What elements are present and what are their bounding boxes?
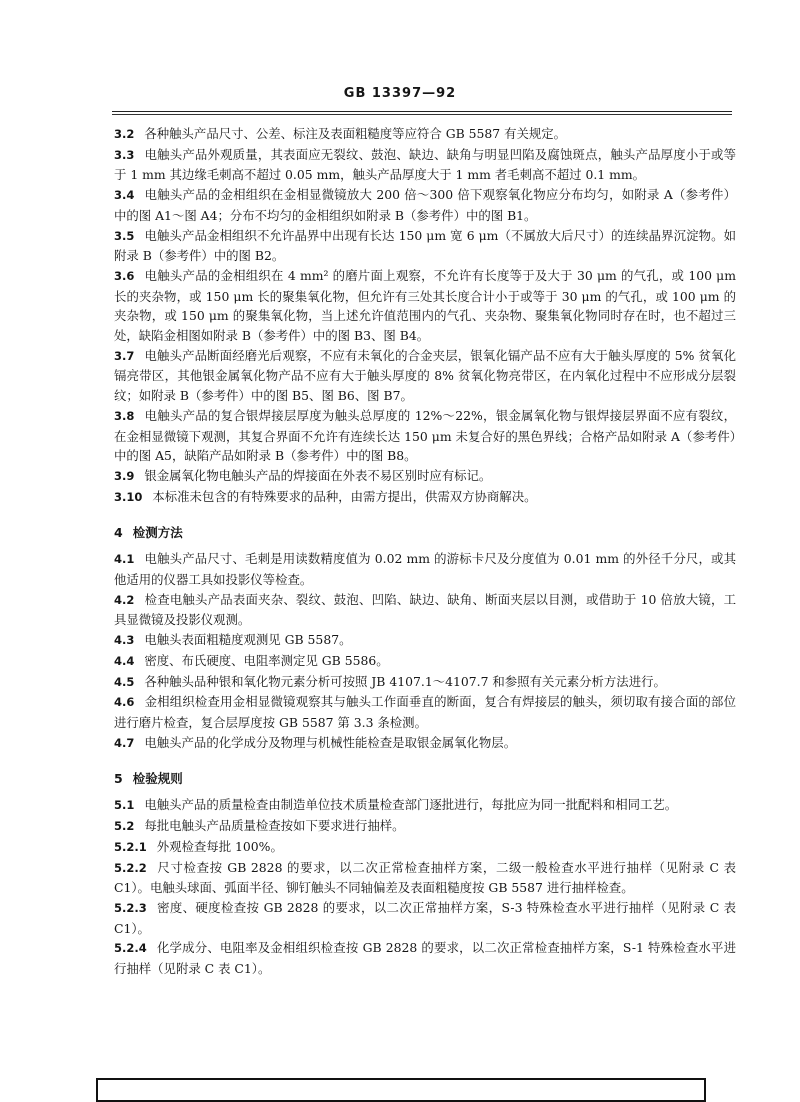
clause-text: 尺寸检查按 GB 2828 的要求，以二次正常检查抽样方案，二级一般检查水平进行抽样（见附录 C 表 C1）。电触头球面、弧面半径、铆钉触头不同轴偏差及表面粗糙度按 GB 5587 进行抽样检查。 [114, 859, 736, 896]
clause-number: 4.6 [114, 695, 135, 710]
clause-number: 4.1 [114, 552, 135, 567]
section-title: 检测方法 [132, 525, 183, 541]
clause-paragraph [114, 837, 736, 858]
clause-text: 电触头产品的化学成分及物理与机械性能检查是取银金属氧化物层。 [144, 734, 517, 750]
section-title: 检验规则 [132, 771, 183, 787]
clause-number: 4.2 [114, 592, 135, 607]
spacer [114, 979, 736, 985]
clause-number: 3.9 [114, 468, 135, 483]
clause-paragraph [114, 898, 736, 938]
header-rule-secondary [112, 114, 732, 115]
clause-paragraph [114, 145, 736, 185]
clause-number: 4.5 [114, 674, 135, 689]
clause-text: 密度、布氏硬度、电阻率测定见 GB 5586。 [144, 652, 389, 668]
clause-number: 5.2.3 [114, 900, 147, 915]
clause-text: 密度、硬度检查按 GB 2828 的要求，以二次正常抽样方案，S-3 特殊检查水平进行抽样（见附录 C 表 C1）。 [114, 899, 736, 936]
clause-number: 3.2 [114, 127, 135, 141]
clause-paragraph [114, 346, 736, 406]
clause-paragraph [114, 124, 736, 145]
clause-text: 本标准未包含的有特殊要求的品种，由需方提出，供需双方协商解决。 [152, 488, 537, 504]
clause-paragraph [114, 938, 736, 978]
section-heading [114, 769, 736, 787]
clause-text: 外观检查每批 100%。 [156, 838, 283, 854]
clause-paragraph [114, 733, 736, 754]
clause-number: 5.1 [114, 798, 135, 813]
clause-number: 3.7 [114, 348, 135, 363]
clause-number: 3.4 [114, 188, 135, 203]
clause-text: 金相组织检查用金相显微镜观察其与触头工作面垂直的断面，复合有焊接层的触头，须切取有接合面的部位进行磨片检查，复合层厚度按 GB 5587 第 3.3 条检测。 [114, 694, 736, 730]
clause-paragraph [114, 487, 736, 508]
clause-paragraph [114, 226, 736, 266]
spacer [114, 507, 736, 513]
clause-paragraph [114, 672, 736, 693]
clause-number: 4.3 [114, 633, 135, 648]
clause-paragraph [114, 692, 736, 732]
clause-text: 银金属氧化物电触头产品的焊接面在外表不易区别时应有标记。 [144, 467, 492, 483]
clause-paragraph [114, 549, 736, 589]
spacer [114, 753, 736, 759]
clause-text: 电触头产品断面经磨光后观察，不应有未氧化的合金夹层，银氧化镉产品不应有大于触头厚度的 5% 贫氧化镉亮带区，其他银金属氧化物产品不应有大于触头厚度的 8% 贫氧化物亮带区，在内氧化过程中不应形成分层裂纹；如附录 B（参考件）中的图 B5、图 B6、图 B7。 [114, 347, 736, 404]
section-number: 5 [114, 771, 123, 787]
clause-paragraph [114, 795, 736, 816]
standard-number-header: GB 13397—92 [343, 86, 457, 101]
clause-text: 各种触头产品尺寸、公差、标注及表面粗糙度等应符合 GB 5587 有关规定。 [144, 126, 567, 141]
clause-text: 化学成分、电阻率及金相组织检查按 GB 2828 的要求，以二次正常检查抽样方案，S-1 特殊检查水平进行抽样（见附录 C 表 C1）。 [114, 940, 736, 977]
clause-number: 3.6 [114, 268, 135, 283]
section-number: 4 [114, 525, 123, 541]
clause-paragraph [114, 858, 736, 898]
clause-number: 3.10 [114, 489, 143, 504]
clause-text: 检查电触头产品表面夹杂、裂纹、鼓泡、凹陷、缺边、缺角、断面夹层以目测，或借助于 10 倍放大镜，工具显微镜及投影仪观测。 [114, 591, 736, 628]
clause-text: 电触头产品外观质量，其表面应无裂纹、鼓泡、缺边、缺角与明显凹陷及腐蚀斑点，触头产品厚度小于或等于 1 mm 其边缘毛刺高不超过 0.05 mm，触头产品厚度大于 1 mm 者毛刺高不超过 0.1 mm。 [114, 146, 736, 183]
clause-text: 各种触头品种银和氧化物元素分析可按照 JB 4107.1～4107.7 和参照有关元素分析方法进行。 [144, 673, 666, 689]
clause-paragraph [114, 406, 736, 466]
clause-number: 5.2.4 [114, 941, 147, 956]
clause-text: 电触头产品尺寸、毛刺是用读数精度值为 0.02 mm 的游标卡尺及分度值为 0.01 mm 的外径千分尺，或其他适用的仪器工具如投影仪等检查。 [114, 551, 736, 588]
clause-text: 每批电触头产品质量检查按如下要求进行抽样。 [144, 818, 405, 834]
section-heading [114, 523, 736, 541]
clause-number: 3.3 [114, 147, 135, 162]
header-rule [112, 111, 732, 112]
clause-text: 电触头产品的复合银焊接层厚度为触头总厚度的 12%～22%，银金属氧化物与银焊接层界面不应有裂纹，在金相显微镜下观测，其复合界面不允许有连续长达 150 μm 未复合好的黑色界线；合格产品如附录 A（参考件）中的图 A5，缺陷产品如附录 B（参考件）中的图 B8。 [114, 407, 736, 464]
clause-number: 4.7 [114, 735, 135, 750]
clause-number: 3.8 [114, 408, 135, 423]
clause-number: 5.2.1 [114, 839, 147, 854]
document-body [114, 124, 736, 985]
clause-number: 5.2 [114, 819, 135, 834]
clause-text: 电触头产品金相组织不允许晶界中出现有长达 150 μm 宽 6 μm（不属放大后尺寸）的连续晶界沉淀物。如附录 B（参考件）中的图 B2。 [114, 227, 736, 264]
clause-paragraph [114, 651, 736, 672]
page-bottom-frame [96, 1078, 706, 1102]
clause-paragraph [114, 630, 736, 651]
clause-paragraph [114, 185, 736, 225]
clause-text: 电触头产品的金相组织在金相显微镜放大 200 倍～300 倍下观察氧化物应分布均匀，如附录 A（参考件）中的图 A1～图 A4；分布不均匀的金相组织如附录 B（参考件）中的图 B1。 [114, 187, 736, 223]
clause-text: 电触头表面粗糙度观测见 GB 5587。 [144, 632, 352, 648]
clause-paragraph [114, 266, 736, 346]
clause-paragraph [114, 590, 736, 630]
clause-number: 3.5 [114, 228, 135, 243]
clause-number: 5.2.2 [114, 860, 147, 875]
clause-paragraph [114, 466, 736, 487]
clause-number: 4.4 [114, 653, 135, 668]
clause-text: 电触头产品的金相组织在 4 mm² 的磨片面上观察，不允许有长度等于及大于 30 μm 的气孔，或 100 μm 长的夹杂物，或 150 μm 长的聚集氧化物，但允许有三处其长度合计小于或等于 30 μm 的气孔，或 100 μm 的夹杂物，或 150 μm 的聚集氧化物，当上述允许值范围内的气孔、夹杂物、聚集氧化物同时存在时，也不超过三处，缺陷金相图如附录 B（参考件）中的图 B3、图 B4。 [114, 267, 736, 344]
clause-paragraph [114, 816, 736, 837]
clause-text: 电触头产品的质量检查由制造单位技术质量检查部门逐批进行，每批应为同一批配料和相同工艺。 [144, 797, 678, 813]
